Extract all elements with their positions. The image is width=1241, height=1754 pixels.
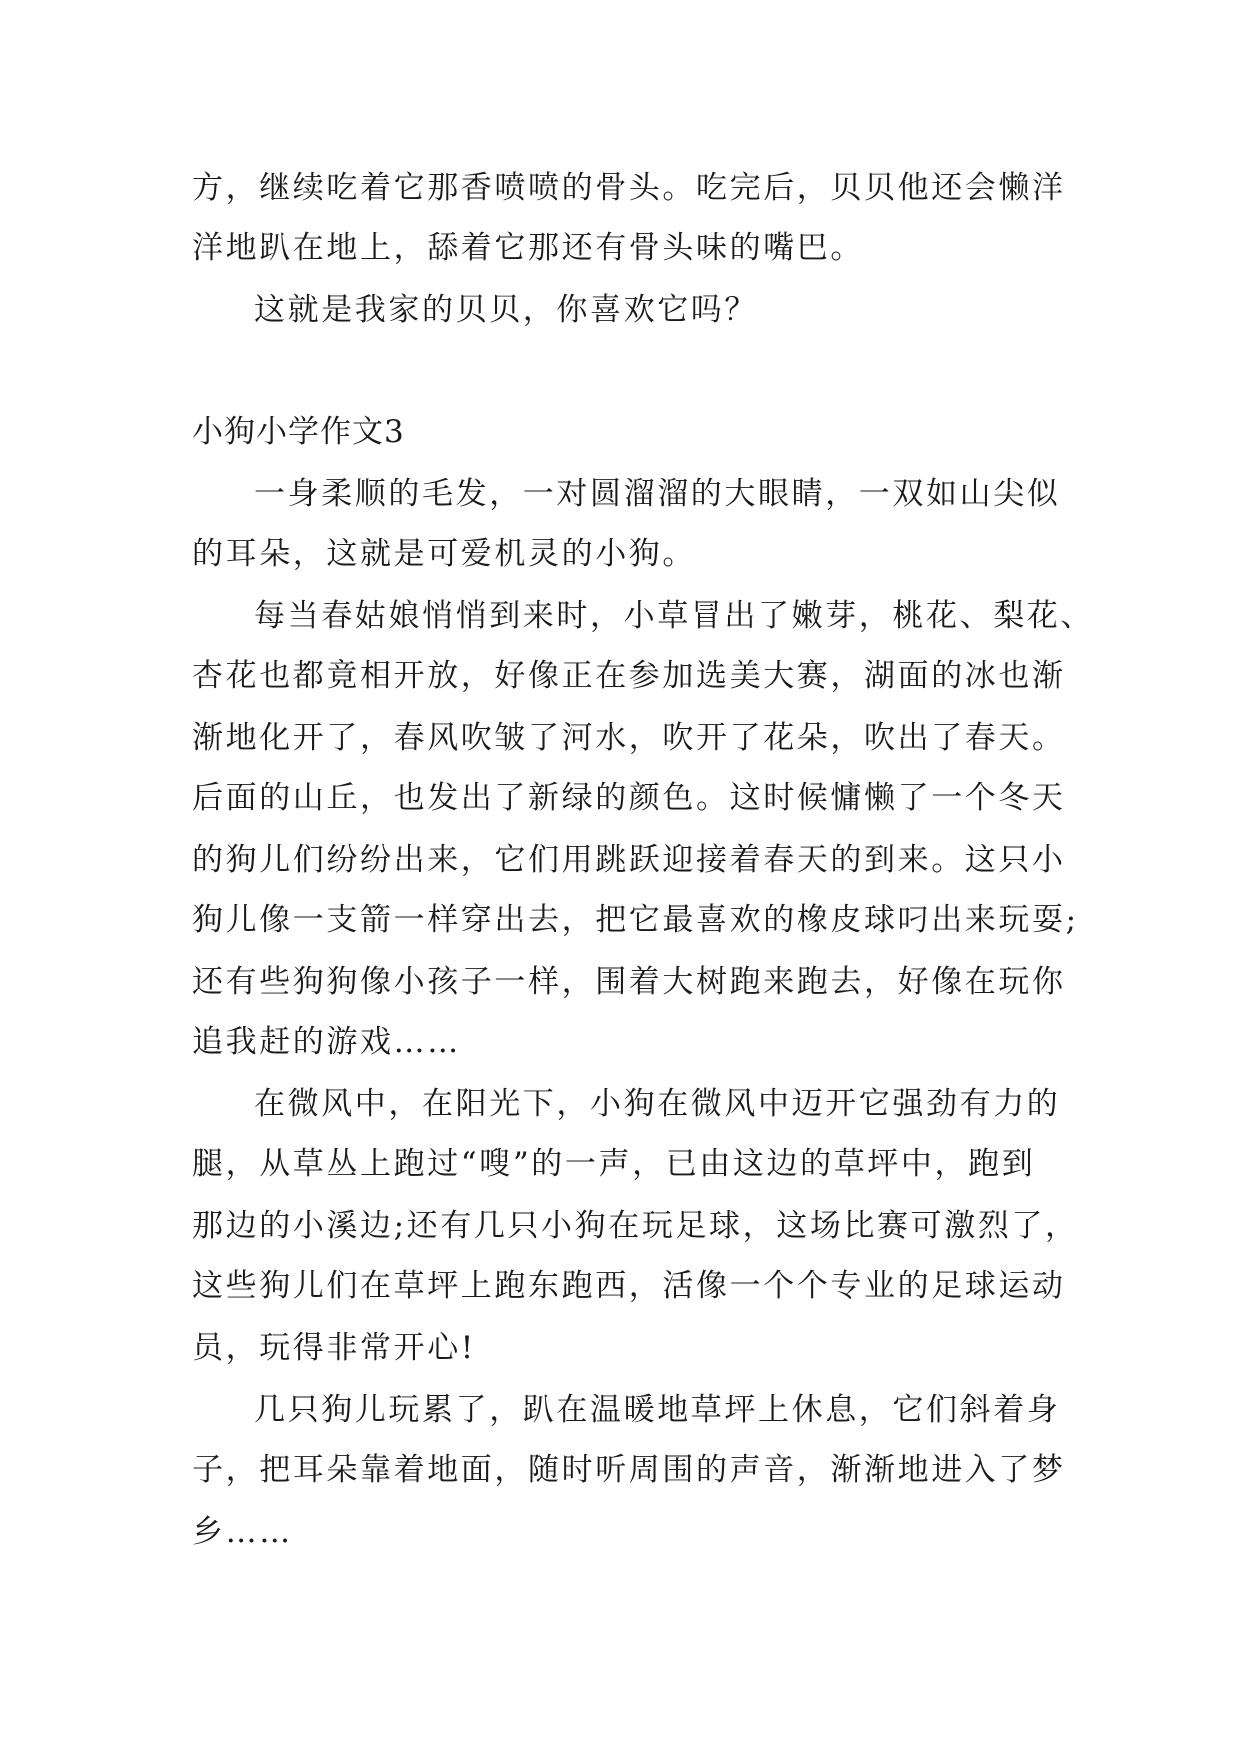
text-line: 每当春姑娘悄悄到来时，小草冒出了嫩芽，桃花、梨花、 <box>254 598 1094 634</box>
text-line: 这些狗儿们在草坪上跑东跑西，活像一个个专业的足球运动 <box>192 1268 1066 1304</box>
text-line: 狗儿像一支箭一样穿出去，把它最喜欢的橡皮球叼出来玩耍; <box>192 902 1079 938</box>
text-line: 方，继续吃着它那香喷喷的骨头。吃完后，贝贝他还会懒洋 <box>192 170 1066 206</box>
text-line: 子，把耳朵靠着地面，随时听周围的声音，渐渐地进入了梦 <box>192 1452 1066 1488</box>
text-line: 的狗儿们纷纷出来，它们用跳跃迎接着春天的到来。这只小 <box>192 842 1066 878</box>
text-line: 杏花也都竟相开放，好像正在参加选美大赛，湖面的冰也渐 <box>192 658 1066 694</box>
text-line: 这就是我家的贝贝，你喜欢它吗？ <box>254 292 758 328</box>
text-line: 后面的山丘，也发出了新绿的颜色。这时候慵懒了一个冬天 <box>192 780 1066 816</box>
text-line: 还有些狗狗像小孩子一样，围着大树跑来跑去，好像在玩你 <box>192 964 1066 1000</box>
text-line: 那边的小溪边;还有几只小狗在玩足球，这场比赛可激烈了， <box>192 1208 1079 1244</box>
text-line: 几只狗儿玩累了，趴在温暖地草坪上休息，它们斜着身 <box>254 1392 1061 1428</box>
text-line: 洋地趴在地上，舔着它那还有骨头味的嘴巴。 <box>192 230 864 266</box>
text-line: 腿，从草丛上跑过“嗖”的一声，已由这边的草坪中，跑到 <box>192 1146 1036 1182</box>
text-line: 渐地化开了，春风吹皱了河水，吹开了花朵，吹出了春天。 <box>192 720 1066 756</box>
text-line: 乡…… <box>192 1514 293 1550</box>
text-line: 的耳朵，这就是可爱机灵的小狗。 <box>192 536 696 572</box>
text-line: 追我赶的游戏…… <box>192 1024 461 1060</box>
text-line: 在微风中，在阳光下，小狗在微风中迈开它强劲有力的 <box>254 1086 1061 1122</box>
text-line: 一身柔顺的毛发，一对圆溜溜的大眼睛，一双如山尖似 <box>254 476 1061 512</box>
text-line: 员，玩得非常开心! <box>192 1330 476 1366</box>
section-heading: 小狗小学作文3 <box>192 414 405 450</box>
